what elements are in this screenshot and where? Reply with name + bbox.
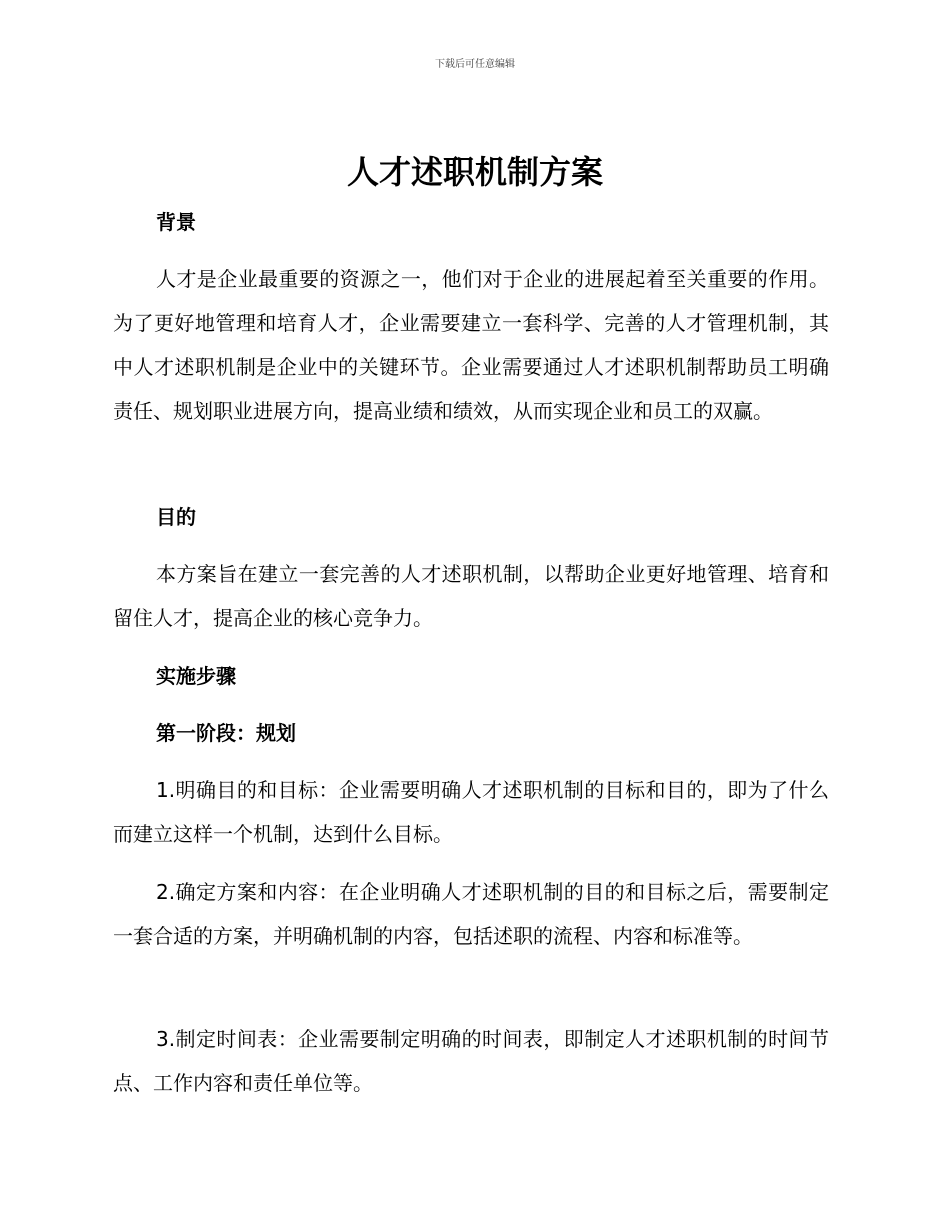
section-heading-purpose: 目的	[156, 505, 196, 529]
step-item-1: 1.明确目的和目标：企业需要明确人才述职机制的目标和目的，即为了什么而建立这样一个机制，达到什么目标。	[113, 778, 829, 846]
document-title: 人才述职机制方案	[346, 153, 603, 191]
section-heading-steps: 实施步骤	[156, 664, 236, 688]
background-paragraph: 人才是企业最重要的资源之一，他们对于企业的进展起着至关重要的作用。为了更好地管理和培育人才，企业需要建立一套科学、完善的人才管理机制，其中人才述职机制是企业中的关键环节。企业需要通过人才述职机制帮助员工明确责任、规划职业进展方向，提高业绩和绩效，从而实现企业和员工的双赢。	[113, 267, 829, 423]
step-item-3: 3.制定时间表：企业需要制定明确的时间表，即制定人才述职机制的时间节点、工作内容和责任单位等。	[113, 1027, 829, 1095]
step-item-2: 2.确定方案和内容：在企业明确人才述职机制的目的和目标之后，需要制定一套合适的方案，并明确机制的内容，包括述职的流程、内容和标准等。	[113, 880, 829, 948]
purpose-paragraph: 本方案旨在建立一套完善的人才述职机制，以帮助企业更好地管理、培育和留住人才，提高企业的核心竞争力。	[113, 562, 829, 630]
section-heading-background: 背景	[156, 210, 196, 234]
stage-heading-planning: 第一阶段：规划	[156, 721, 296, 745]
header-note: 下载后可任意编辑	[435, 59, 515, 70]
